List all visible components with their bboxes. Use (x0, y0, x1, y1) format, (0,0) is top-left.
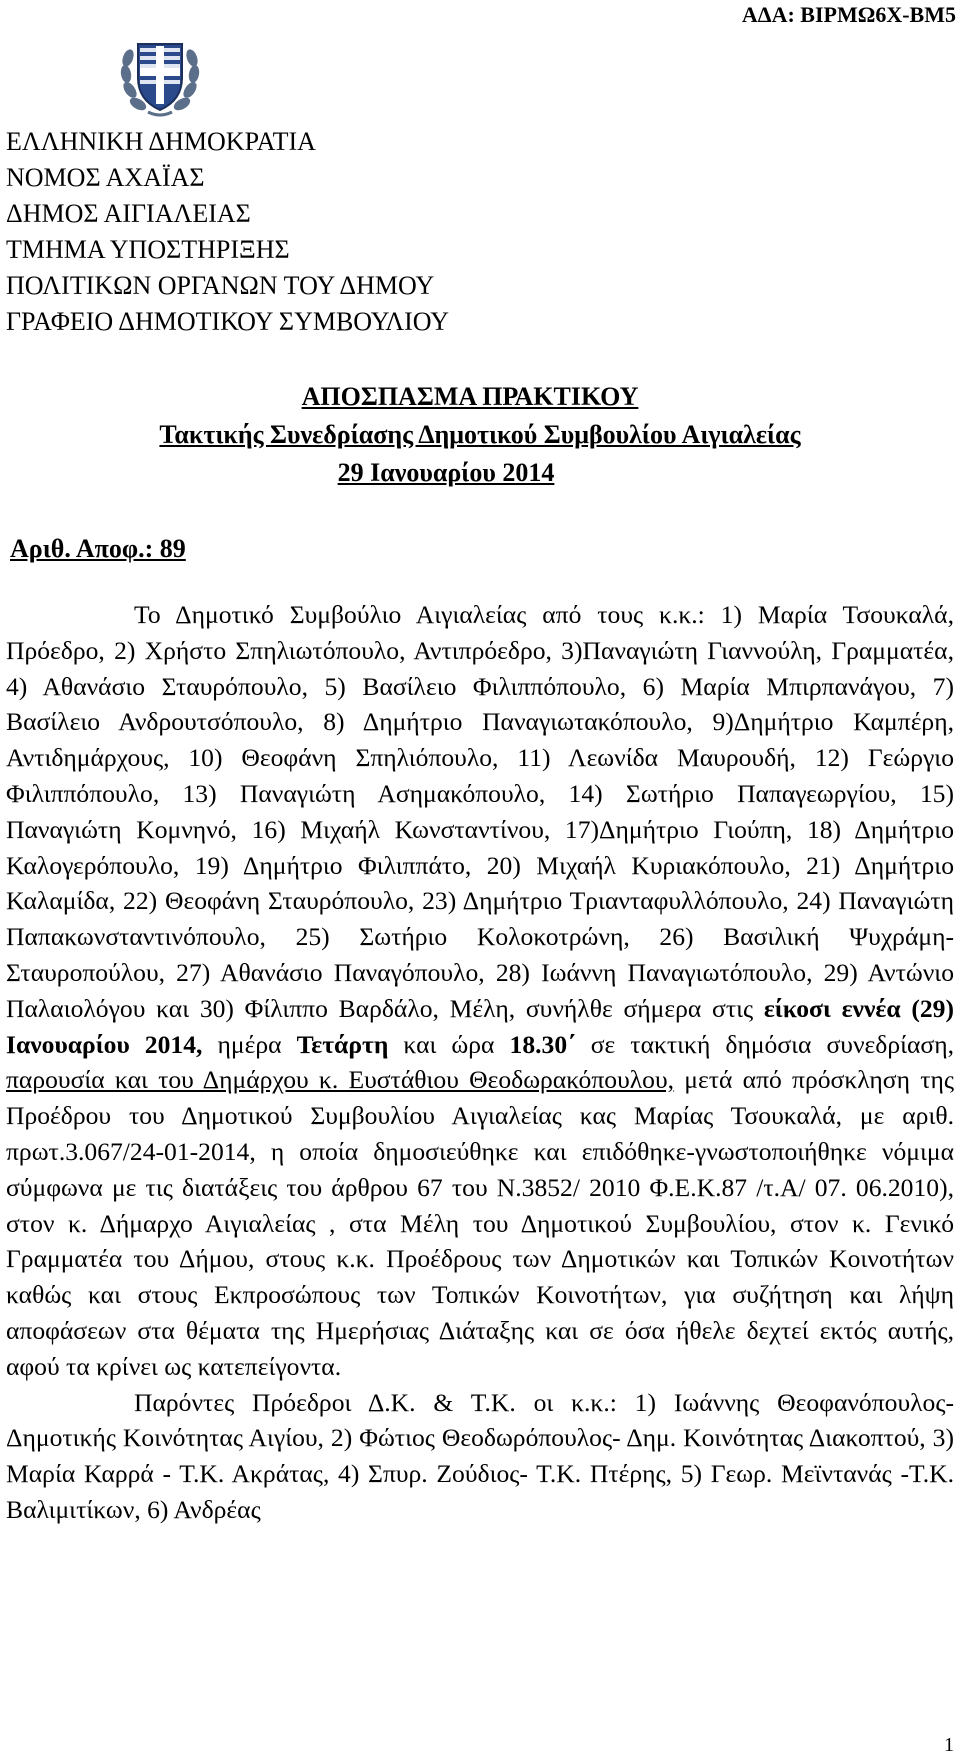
session-day-bold: Τετάρτη (296, 1029, 389, 1059)
session-date: 29 Ιανουαρίου 2014 (337, 458, 555, 487)
document-title-block (0, 378, 960, 492)
document-body (6, 597, 954, 1528)
body-text-segment: και ώρα (388, 1029, 510, 1059)
body-text-segment: μετά από πρόσκληση της Προέδρου του Δημοτικού Συμβουλίου Αιγιαλείας κας Μαρίας Τσουκαλά, με αριθ. πρωτ.3.067/24-01-2014, η οποία δημοσιεύθηκε και επιδόθηκε-γνωστοποιήθηκε νόμιμα σύμφωνα με τις διατάξεις του άρθρου 67 του Ν.3852/ 2010 Φ.Ε.Κ.87 /τ.Α/ 07. 06.2010), στον κ. Δήμαρχο Αιγιαλείας , στα Μέλη του Δημοτικού Συμβουλίου, στον κ. Γενικό Γραμματέα του Δήμου, στους κ.κ. Προέδρους των Δημοτικών και Τοπικών Κοινοτήτων καθώς και στους Εκπροσώπους των Τοπικών Κοινοτήτων, για συζήτηση και λήψη αποφάσεων στα θέματα της Ημερήσιας Διάταξης και σε όσα ήθελε δεχτεί εκτός αυτής, αφού τα κρίνει ως κατεπείγοντα. (6, 1065, 955, 1381)
authority-line: ΓΡΑΦΕΙΟ ΔΗΜΟΤΙΚΟΥ ΣΥΜΒΟΥΛΙΟΥ (6, 307, 450, 336)
session-date-bold: είκοσι εννέα (29) Ιανουαρίου 2014, (6, 993, 954, 1059)
session-time-bold: 18.30΄ (509, 1029, 576, 1059)
issuing-authority-block (6, 124, 449, 340)
session-type: Τακτικής Συνεδρίασης Δημοτικού Συμβουλίου Αιγιαλείας (159, 420, 801, 449)
authority-line: ΔΗΜΟΣ ΑΙΓΙΑΛΕΙΑΣ (6, 199, 251, 228)
document-title: ΑΠΟΣΠΑΣΜΑ ΠΡΑΚΤΙΚΟΥ (301, 382, 639, 411)
decision-number: Αριθ. Αποφ.: 89 (10, 534, 186, 563)
authority-line: ΝΟΜΟΣ ΑΧΑΪΑΣ (6, 163, 205, 192)
page-number: 1 (944, 1734, 954, 1756)
authority-line: ΠΟΛΙΤΙΚΩΝ ΟΡΓΑΝΩΝ ΤΟΥ ΔΗΜΟΥ (6, 271, 435, 300)
body-text-segment: σε τακτική δημόσια συνεδρίαση, (575, 1029, 954, 1059)
body-paragraph: Παρόντες Πρόεδροι Δ.Κ. & Τ.Κ. οι κ.κ.: 1) Ιωάννης Θεοφανόπουλος-Δημοτικής Κοινότητας Αιγίου, 2) Φώτιος Θεοδωρόπουλος- Δημ. Κοινότητας Διακοπτού, 3) Μαρία Καρρά - Τ.Κ. Ακράτας, 4) Σπυρ. Ζούδιος- Τ.Κ. Πτέρης, 5) Γεωρ. Μεϊντανάς -Τ.Κ. Βαλιμιτίκων, 6) Ανδρέας (6, 1387, 954, 1524)
ada-code: ΑΔΑ: ΒΙΡΜΩ6Χ-ΒΜ5 (741, 2, 956, 27)
mayor-presence-underlined: παρουσία και του Δημάρχου κ. Ευστάθιου Θεοδωρακόπουλου, (6, 1065, 675, 1095)
authority-line: ΕΛΛΗΝΙΚΗ ΔΗΜΟΚΡΑΤΙΑ (6, 127, 316, 156)
body-text-segment: Το Δημοτικό Συμβούλιο Αιγιαλείας από τους κ.κ.: 1) Μαρία Τσουκαλά, Πρόεδρο, 2) Χρήστο Σπηλιωτόπουλο, Αντιπρόεδρο, 3)Παναγιώτη Γιαννούλη, Γραμματέα, 4) Αθανάσιο Σταυρόπουλο, 5) Βασίλειο Φιλιππόπουλο, 6) Μαρία Μπιρπανάγου, 7) Βασίλειο Ανδρουτσόπουλο, 8) Δημήτριο Παναγιωτακόπουλο, 9)Δημήτριο Καμπέρη, Αντιδημάρχους, 10) Θεοφάνη Σπηλιόπουλο, 11) Λεωνίδα Μαυρουδή, 12) Γεώργιο Φιλιππόπουλο, 13) Παναγιώτη Ασημακόπουλο, 14) Σωτήριο Παπαγεωργίου, 15) Παναγιώτη Κομνηνό, 16) Μιχαήλ Κωνσταντίνου, 17)Δημήτριο Γιούπη, 18) Δημήτριο Καλογερόπουλο, 19) Δημήτριο Φιλιππάτο, 20) Μιχαήλ Κυριακόπουλο, 21) Δημήτριο Καλαμίδα, 22) Θεοφάνη Σταυρόπουλο, 23) Δημήτριο Τριανταφυλλόπουλο, 24) Παναγιώτη Παπακωνσταντινόπουλο, 25) Σωτήριο Κολοκοτρώνη, 26) Βασιλική Ψυχράμη-Σταυροπούλου, 27) Αθανάσιο Παναγόπουλο, 28) Ιωάννη Παναγιωτόπουλο, 29) Αντώνιο Παλαιολόγου και 30) Φίλιππο Βαρδάλο, Μέλη, συνήλθε σήμερα στις (6, 600, 954, 1023)
body-text-segment: ημέρα (202, 1029, 297, 1059)
greek-coat-of-arms-icon (118, 30, 202, 120)
body-paragraph (6, 597, 954, 1385)
authority-line: ΤΜΗΜΑ ΥΠΟΣΤΗΡΙΞΗΣ (6, 235, 290, 264)
